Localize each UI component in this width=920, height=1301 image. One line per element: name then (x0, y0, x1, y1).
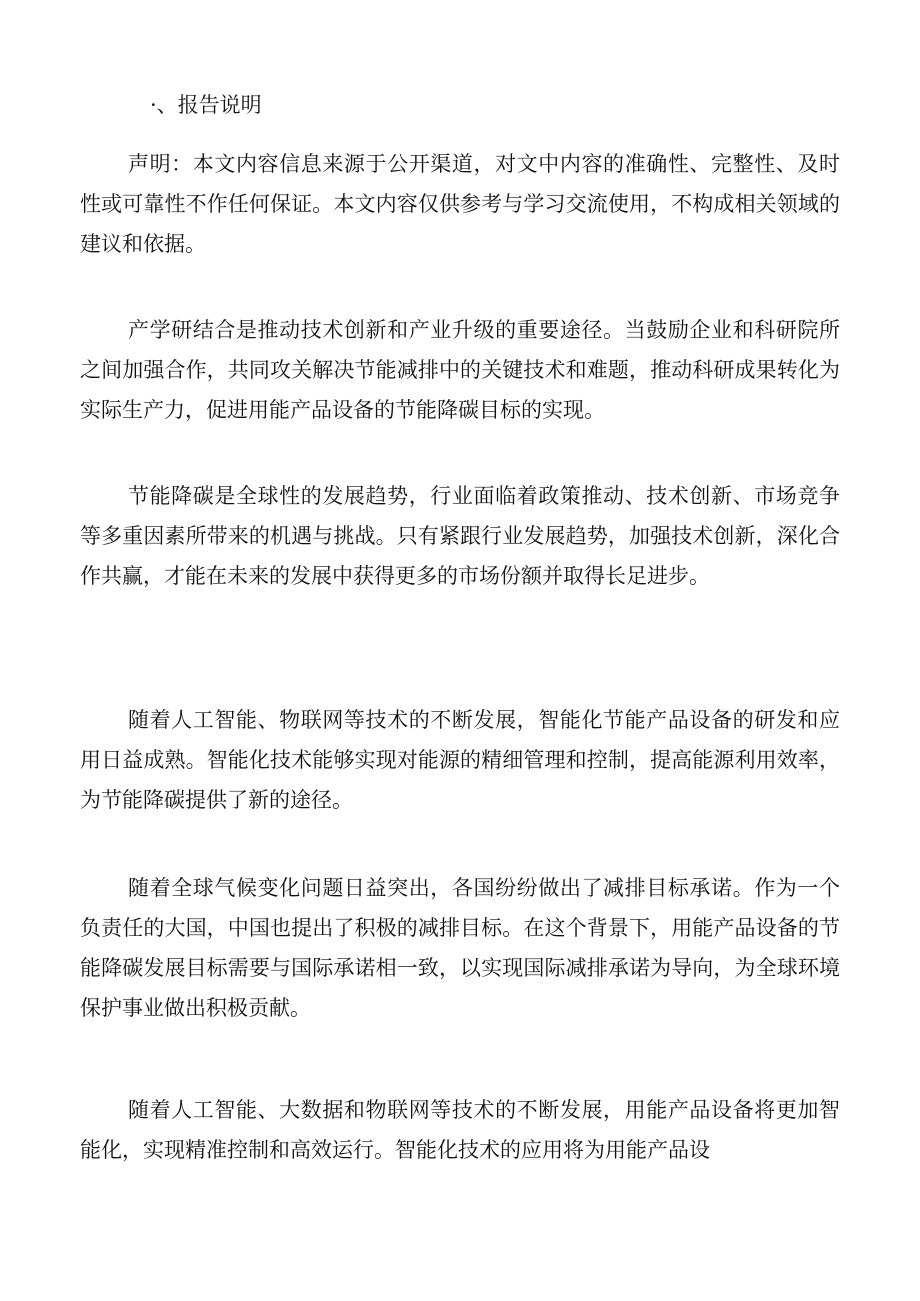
paragraph-industry-academia: 产学研结合是推动技术创新和产业升级的重要途径。当鼓励企业和科研院所之间加强合作，共同攻关解决节能减排中的关键技术和难题，推动科研成果转化为实际生产力，促进用能产品设备的节能降碳目标的实现。 (80, 318, 840, 422)
paragraph-disclaimer: 声明：本文内容信息来源于公开渠道，对文中内容的准确性、完整性、及时性或可靠性不作任何保证。本文内容仅供参考与学习交流使用，不构成相关领域的建议和依据。 (80, 152, 840, 256)
paragraph-smart-tech: 随着人工智能、物联网等技术的不断发展，智能化节能产品设备的研发和应用日益成熟。智能化技术能够实现对能源的精细管理和控制，提高能源利用效率，为节能降碳提供了新的途径。 (80, 708, 840, 812)
paragraph-intelligent-devices: 随着人工智能、大数据和物联网等技术的不断发展，用能产品设备将更加智能化，实现精准控制和高效运行。智能化技术的应用将为用能产品设 (80, 1098, 840, 1162)
paragraph-global-trend: 节能降碳是全球性的发展趋势，行业面临着政策推动、技术创新、市场竞争等多重因素所带来的机遇与挑战。只有紧跟行业发展趋势，加强技术创新，深化合作共赢，才能在未来的发展中获得更多的市场份额并取得长足进步。 (80, 484, 840, 588)
paragraph-climate-commitment: 随着全球气候变化问题日益突出，各国纷纷做出了减排目标承诺。作为一个负责任的大国，中国也提出了积极的减排目标。在这个背景下，用能产品设备的节能降碳发展目标需要与国际承诺相一致，以实现国际减排承诺为导向，为全球环境保护事业做出积极贡献。 (80, 876, 840, 1020)
section-heading: ·、报告说明 (150, 93, 262, 117)
